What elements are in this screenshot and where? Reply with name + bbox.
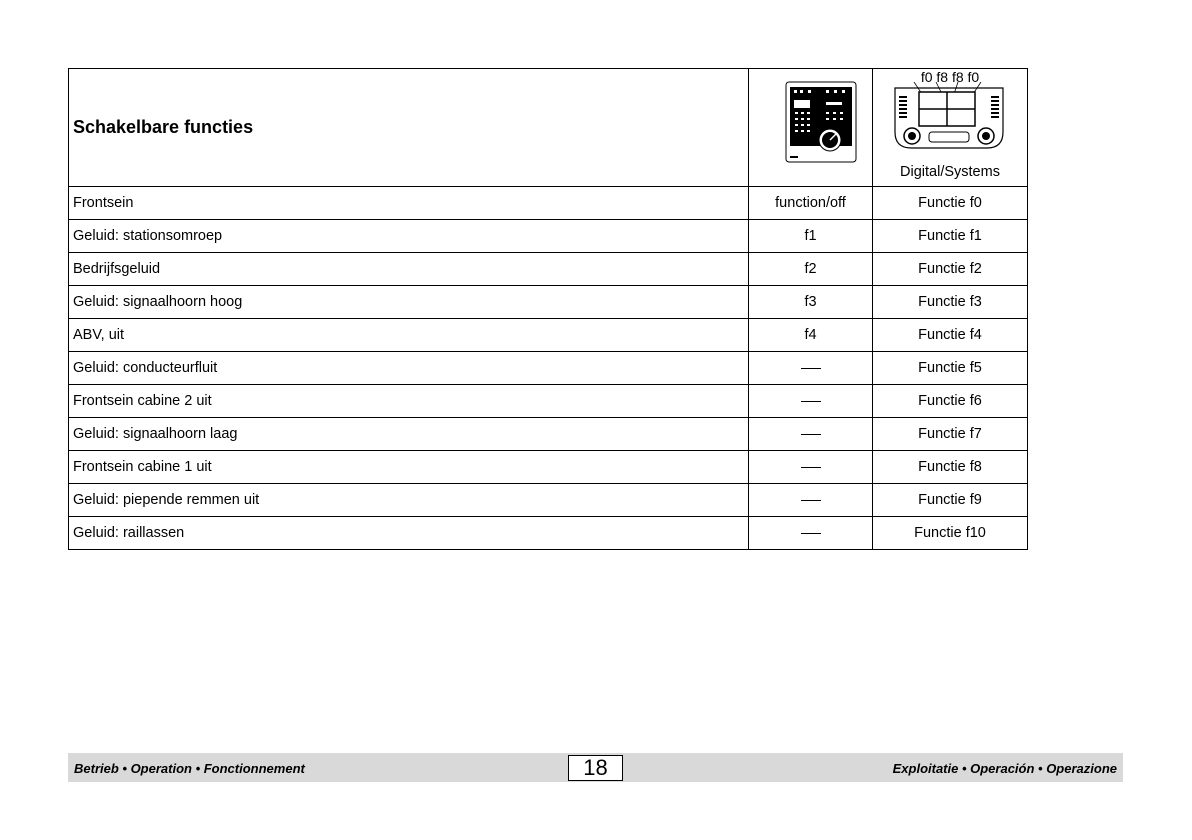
- mobile-station-cell: function/off: [749, 187, 873, 220]
- systems-cell: Functie f4: [873, 319, 1028, 352]
- mobile-station-cell: [749, 352, 873, 385]
- mobile-station-cell: f4: [749, 319, 873, 352]
- systems-cell: Functie f5: [873, 352, 1028, 385]
- table-header-row: [69, 69, 1028, 187]
- mobile-station-cell: f2: [749, 253, 873, 286]
- function-name-cell: Geluid: piepende remmen uit: [69, 484, 749, 517]
- table-row: [69, 286, 1028, 319]
- table-row: [69, 253, 1028, 286]
- systems-cell: Functie f7: [873, 418, 1028, 451]
- mobile-station-cell: [749, 385, 873, 418]
- not-available-dash: [801, 533, 821, 534]
- function-name-cell: Frontsein: [69, 187, 749, 220]
- systems-cell: Functie f6: [873, 385, 1028, 418]
- systems-cell: Functie f1: [873, 220, 1028, 253]
- systems-cell: Functie f8: [873, 451, 1028, 484]
- table-row: [69, 418, 1028, 451]
- systems-cell: Functie f0: [873, 187, 1028, 220]
- table-row: [69, 319, 1028, 352]
- page-number: 18: [568, 755, 623, 781]
- mobile-station-cell: [749, 484, 873, 517]
- function-name-cell: Frontsein cabine 1 uit: [69, 451, 749, 484]
- systems-cell: Functie f2: [873, 253, 1028, 286]
- control-unit-icon: [753, 69, 877, 182]
- function-name-cell: Geluid: raillassen: [69, 517, 749, 550]
- footer-left-text: Betrieb • Operation • Fonctionnement: [74, 761, 305, 776]
- mobile-station-cell: [749, 517, 873, 550]
- function-name-cell: Geluid: signaalhoorn hoog: [69, 286, 749, 319]
- table-row: [69, 517, 1028, 550]
- table-row: [69, 220, 1028, 253]
- systems-cell: Functie f10: [873, 517, 1028, 550]
- mobile-station-cell: [749, 451, 873, 484]
- mobile-station-cell: [749, 418, 873, 451]
- table-title: Schakelbare functies: [73, 117, 254, 137]
- systems-function-labels: f0 f8 f8 f0: [920, 69, 980, 85]
- not-available-dash: [801, 401, 821, 402]
- mobile-station-cell: f1: [749, 220, 873, 253]
- footer-right-text: Exploitatie • Operación • Operazione: [892, 761, 1117, 776]
- central-station-icon: [889, 82, 1009, 152]
- table-row: [69, 484, 1028, 517]
- not-available-dash: [801, 434, 821, 435]
- table-row: [69, 385, 1028, 418]
- page-footer: [68, 753, 1123, 782]
- mobile-station-cell: f3: [749, 286, 873, 319]
- table-row: [69, 187, 1028, 220]
- table-row: [69, 352, 1028, 385]
- not-available-dash: [801, 467, 821, 468]
- function-name-cell: ABV, uit: [69, 319, 749, 352]
- function-table: [68, 68, 1028, 550]
- not-available-dash: [801, 368, 821, 369]
- function-name-cell: Frontsein cabine 2 uit: [69, 385, 749, 418]
- table-title-cell: [69, 69, 749, 187]
- systems-cell: Functie f3: [873, 286, 1028, 319]
- function-name-cell: Geluid: conducteurfluit: [69, 352, 749, 385]
- control-unit-image-cell: [749, 69, 873, 187]
- systems-image-cell: [873, 69, 1028, 187]
- function-name-cell: Geluid: signaalhoorn laag: [69, 418, 749, 451]
- table-row: [69, 451, 1028, 484]
- function-name-cell: Bedrijfsgeluid: [69, 253, 749, 286]
- systems-cell: Functie f9: [873, 484, 1028, 517]
- function-name-cell: Geluid: stationsomroep: [69, 220, 749, 253]
- not-available-dash: [801, 500, 821, 501]
- systems-caption: Digital/Systems: [900, 164, 1000, 180]
